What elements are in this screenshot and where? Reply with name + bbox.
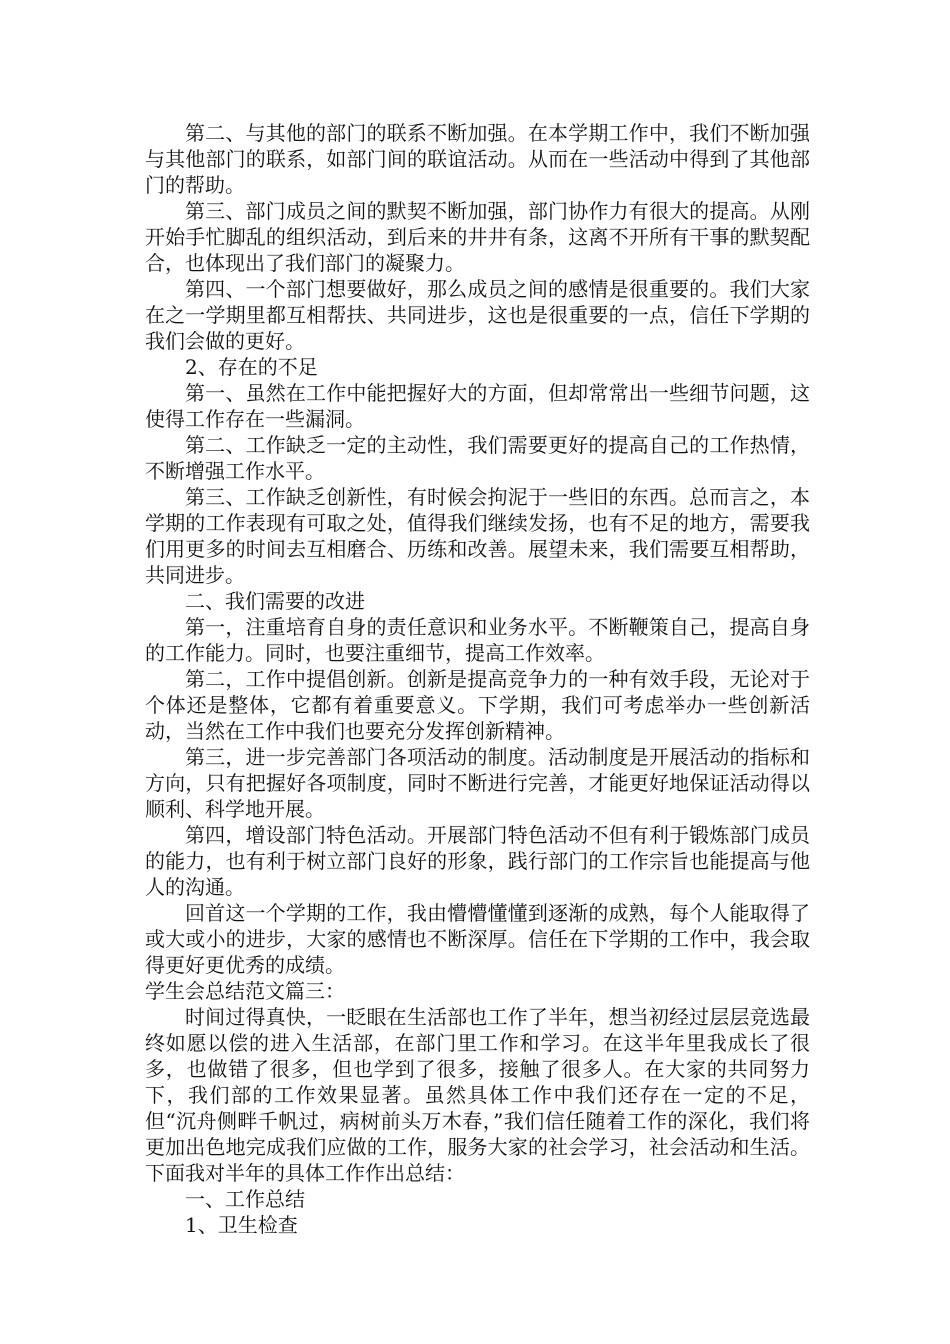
paragraph: 第二、工作缺乏一定的主动性，我们需要更好的提高自己的工作热情，不断增强工作水平。 bbox=[145, 433, 810, 483]
section-heading: 2、存在的不足 bbox=[185, 355, 318, 379]
paragraph: 第四、一个部门想要做好，那么成员之间的感情是很重要的。我们大家在之一学期里都互相帮扶、共同进步，这也是很重要的一点，信任下学期的我们会做的更好。 bbox=[145, 277, 810, 353]
section-heading: 1、卫生检查 bbox=[185, 1213, 298, 1237]
paragraph: 第三、工作缺乏创新性，有时候会拘泥于一些旧的东西。总而言之，本学期的工作表现有可取之处，值得我们继续发扬，也有不足的地方，需要我们用更多的时间去互相磨合、历练和改善。展望未来，我们需要互相帮助，共同进步。 bbox=[145, 485, 810, 587]
paragraph: 时间过得真快，一眨眼在生活部也工作了半年，想当初经过层层竞选最终如愿以偿的进入生活部，在部门里工作和学习。在这半年里我成长了很多，也做错了很多，但也学到了很多，接触了很多人。在大家的共同努力下，我们部的工作效果显著。虽然具体工作中我们还存在一定的不足，但“沉舟侧畔千帆过，病树前头万木春，”我们信任随着工作的深化，我们将更加出色地完成我们应做的工作，服务大家的社会学习，社会活动和生活。下面我对半年的具体工作作出总结： bbox=[145, 1005, 810, 1185]
section-heading: 二、我们需要的改进 bbox=[185, 589, 365, 613]
paragraph: 第三、部门成员之间的默契不断加强，部门协作力有很大的提高。从刚开始手忙脚乱的组织活动，到后来的井井有条，这离不开所有干事的默契配合，也体现出了我们部门的凝聚力。 bbox=[145, 199, 810, 275]
section-heading: 一、工作总结 bbox=[185, 1187, 305, 1211]
paragraph: 第一，注重培育自身的责任意识和业务水平。不断鞭策自己，提高自身的工作能力。同时，也要注重细节，提高工作效率。 bbox=[145, 615, 810, 665]
paragraph: 第二，工作中提倡创新。创新是提高竞争力的一种有效手段，无论对于个体还是整体，它都有着重要意义。下学期，我们可考虑举办一些创新活动，当然在工作中我们也要充分发挥创新精神。 bbox=[145, 667, 810, 743]
paragraph: 第一、虽然在工作中能把握好大的方面，但却常常出一些细节问题，这使得工作存在一些漏洞。 bbox=[145, 381, 810, 431]
paragraph: 第四，增设部门特色活动。开展部门特色活动不但有利于锻炼部门成员的能力，也有利于树立部门良好的形象，践行部门的工作宗旨也能提高与他人的沟通。 bbox=[145, 823, 810, 899]
paragraph: 第三，进一步完善部门各项活动的制度。活动制度是开展活动的指标和方向，只有把握好各项制度，同时不断进行完善，才能更好地保证活动得以顺利、科学地开展。 bbox=[145, 745, 810, 821]
paragraph: 第二、与其他的部门的联系不断加强。在本学期工作中，我们不断加强与其他部门的联系，如部门间的联谊活动。从而在一些活动中得到了其他部门的帮助。 bbox=[145, 121, 810, 197]
paragraph: 回首这一个学期的工作，我由懵懵懂懂到逐渐的成熟，每个人能取得了或大或小的进步，大家的感情也不断深厚。信任在下学期的工作中，我会取得更好更优秀的成绩。 bbox=[145, 901, 810, 977]
document-body bbox=[145, 120, 810, 1238]
article-title: 学生会总结范文篇三： bbox=[145, 979, 345, 1003]
